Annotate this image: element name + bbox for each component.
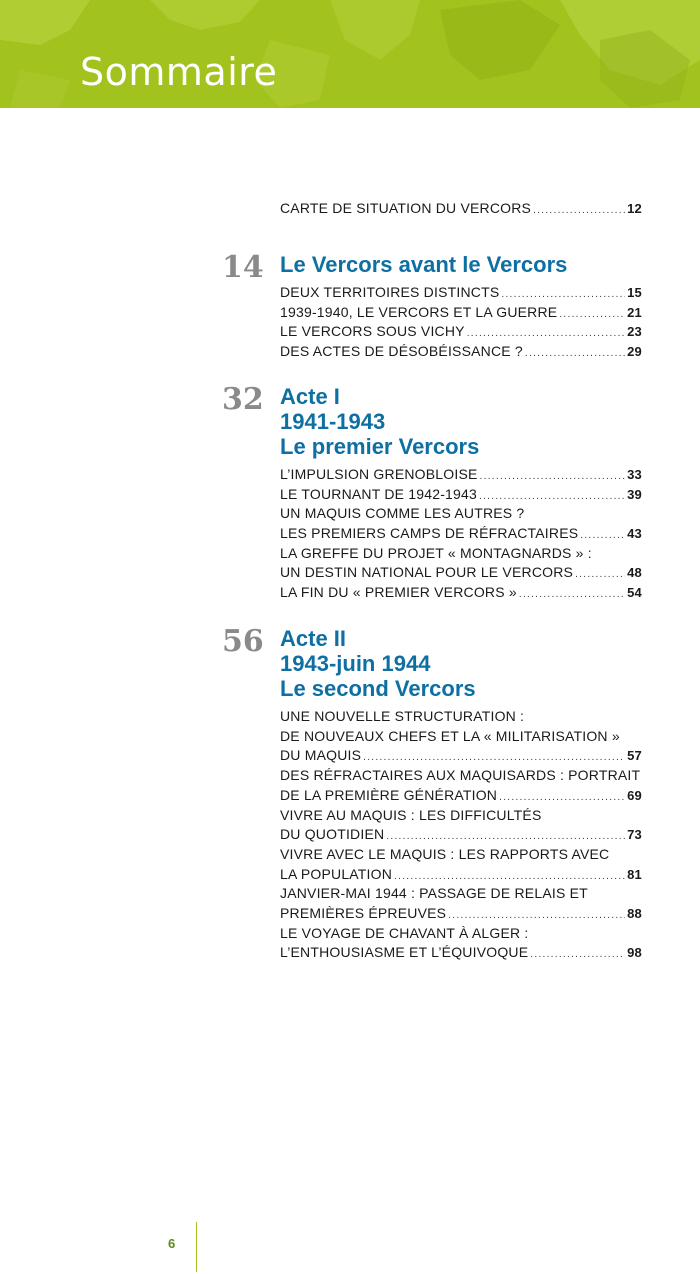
toc-entry[interactable] (280, 884, 642, 923)
toc-entry-page: 21 (627, 304, 642, 320)
section-title (280, 252, 567, 277)
toc-entry-page: 15 (627, 285, 642, 300)
toc-entry-page: 43 (627, 526, 642, 542)
toc-entry-title: PREMIÈRES ÉPREUVES (280, 904, 447, 921)
dot-leader (530, 945, 625, 965)
toc-entry[interactable] (280, 504, 642, 543)
toc-entry-title: LE TOURNANT DE 1942-1943 (280, 485, 478, 502)
section-title-line: 1941-1943 (280, 409, 386, 434)
toc-entry[interactable] (280, 544, 642, 583)
section-number: 14 (222, 250, 264, 285)
section-title (280, 626, 476, 701)
toc-entry[interactable] (280, 707, 642, 766)
section-title-line: 1943-juin 1944 (280, 651, 431, 676)
section-title-line: Acte I (280, 384, 340, 409)
toc-entry-title: 1939-1940, LE VERCORS ET LA GUERRE (280, 303, 558, 320)
toc-entry-title: LE VERCORS SOUS VICHY (280, 323, 465, 340)
section-title-line: Acte II (280, 626, 347, 651)
toc-entry-page: 81 (627, 866, 642, 882)
toc-entry-title: DES ACTES DE DÉSOBÉISSANCE ? (280, 343, 523, 360)
header-banner (0, 0, 700, 108)
toc-entry-page: 39 (627, 486, 642, 502)
toc-entry-page: 33 (627, 467, 642, 482)
toc-entry-title: DU QUOTIDIEN (280, 826, 385, 843)
page-title: Sommaire (80, 50, 278, 94)
toc-entry-page: 29 (627, 344, 642, 360)
toc-entry-title: DE NOUVEAUX CHEFS ET LA « MILITARISATION » (280, 727, 620, 744)
toc-entry[interactable] (280, 806, 642, 845)
page-number: 6 (168, 1236, 176, 1251)
toc-entry-page: 88 (627, 905, 642, 921)
toc-entry[interactable] (280, 322, 642, 342)
toc-entry-title: L’ENTHOUSIASME ET L’ÉQUIVOQUE (280, 944, 529, 961)
toc-entry-title: DEUX TERRITOIRES DISTINCTS (280, 284, 500, 300)
toc-entry-title: JANVIER-MAI 1944 : PASSAGE DE RELAIS ET (280, 885, 588, 902)
toc-entry-page: 12 (627, 201, 642, 216)
folio-rule (196, 1222, 197, 1272)
toc-entry-title: CARTE DE SITUATION DU VERCORS (280, 200, 532, 216)
toc-entry-title: DES RÉFRACTAIRES AUX MAQUISARDS : PORTRAIT (280, 767, 641, 784)
toc-entry-title: VIVRE AVEC LE MAQUIS : LES RAPPORTS AVEC (280, 845, 610, 862)
toc-entry-title: VIVRE AU MAQUIS : LES DIFFICULTÉS (280, 806, 542, 823)
toc-entry[interactable] (280, 583, 642, 603)
toc-entry-title: L’IMPULSION GRENOBLOISE (280, 466, 478, 482)
toc-entry-page: 48 (627, 565, 642, 581)
toc-entry-page: 73 (627, 827, 642, 843)
toc-entry[interactable] (280, 766, 642, 805)
toc-entry[interactable] (280, 845, 642, 884)
toc-entry-page: 57 (627, 748, 642, 764)
toc-entry-page: 23 (627, 324, 642, 340)
section-number: 32 (222, 382, 264, 417)
toc-entry-title: DE LA PREMIÈRE GÉNÉRATION (280, 786, 498, 803)
toc-entry-title: UN MAQUIS COMME LES AUTRES ? (280, 505, 525, 522)
toc-entry-title: LE VOYAGE DE CHAVANT À ALGER : (280, 924, 529, 941)
toc-entry-title: LA FIN DU « PREMIER VERCORS » (280, 584, 517, 601)
dot-leader (533, 201, 625, 221)
toc-entry-title: LES PREMIERS CAMPS DE RÉFRACTAIRES (280, 525, 579, 542)
toc-entry-page: 69 (627, 787, 642, 803)
section-title (280, 384, 479, 459)
toc-entry[interactable] (280, 465, 642, 485)
toc-entry[interactable] (280, 485, 642, 505)
toc-entry[interactable] (280, 303, 642, 323)
toc-entry-page: 54 (627, 585, 642, 601)
toc-entry-title: UN DESTIN NATIONAL POUR LE VERCORS (280, 564, 574, 581)
section-title-line: Le premier Vercors (280, 434, 480, 459)
toc-entry[interactable] (280, 283, 642, 303)
section-title-line: Le second Vercors (280, 676, 476, 701)
toc-entry-page: 98 (627, 945, 642, 961)
toc-entry-title: LA GREFFE DU PROJET « MONTAGNARDS » : (280, 544, 592, 561)
toc-entry[interactable] (280, 199, 642, 219)
toc-entry[interactable] (280, 342, 642, 362)
toc-entry[interactable] (280, 924, 642, 963)
section-number: 56 (222, 624, 264, 659)
toc-entry-title: UNE NOUVELLE STRUCTURATION : (280, 708, 525, 724)
dot-leader (525, 344, 625, 364)
dot-leader (519, 585, 625, 605)
toc-entry-title: LA POPULATION (280, 865, 393, 882)
section-title-line: Le Vercors avant le Vercors (280, 252, 568, 277)
toc-entry-title: DU MAQUIS (280, 747, 362, 764)
